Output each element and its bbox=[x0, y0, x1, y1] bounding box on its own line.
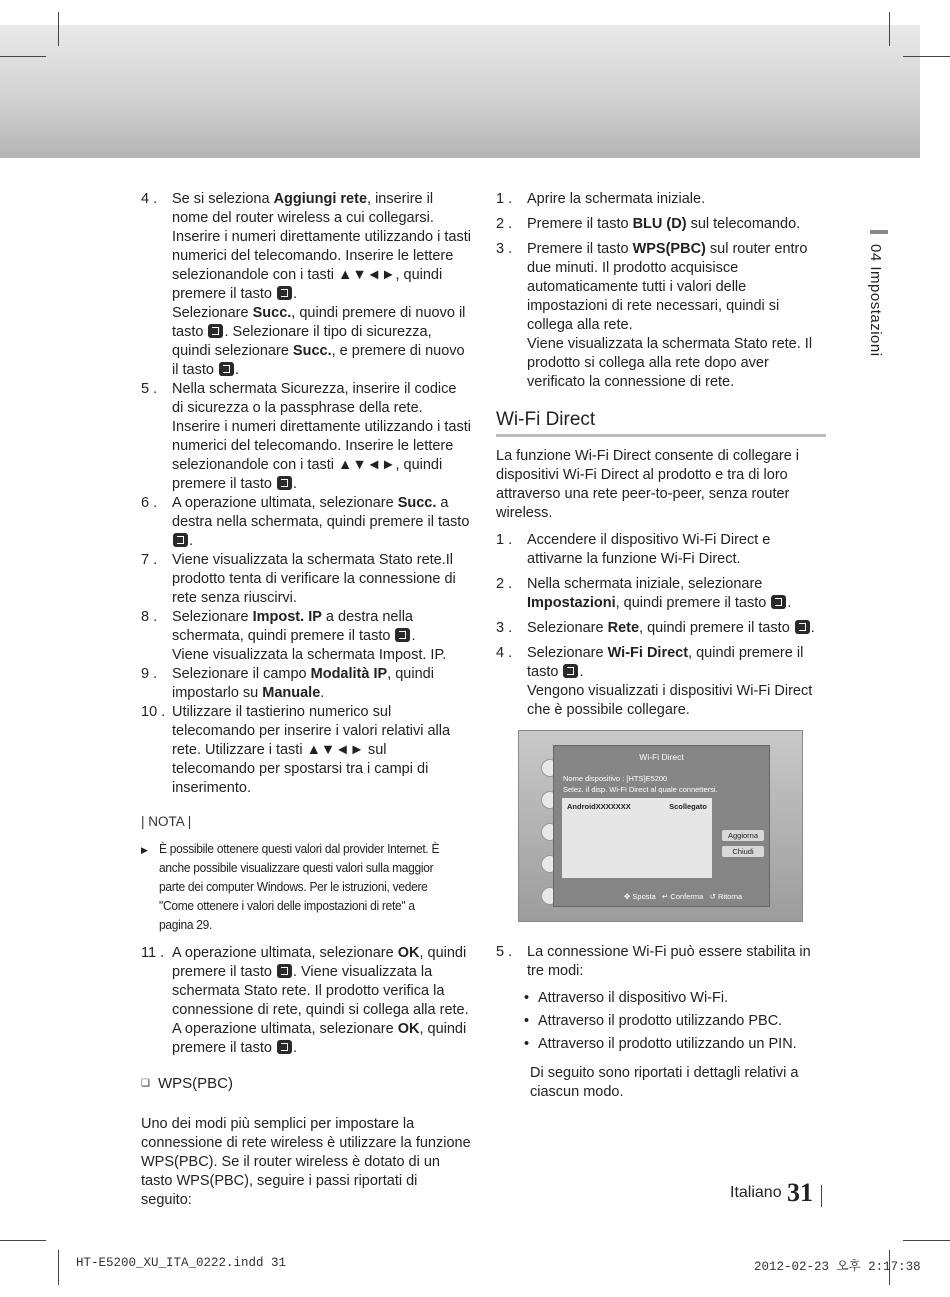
step-number: 2 . bbox=[496, 216, 513, 232]
crop-mark bbox=[889, 12, 890, 46]
device-name: AndroidXXXXXXX bbox=[567, 802, 631, 811]
wps-step-2 bbox=[496, 215, 826, 234]
device-status: Scollegato bbox=[669, 802, 707, 811]
right-column-lower bbox=[496, 943, 826, 1102]
footer-language: Italiano bbox=[730, 1184, 782, 1201]
wd-step-1 bbox=[496, 531, 826, 569]
step-4 bbox=[141, 190, 471, 380]
step-text: Viene visualizzata la schermata Stato rete.Il prodotto tenta di verificare la connessione di rete senza riuscirvi. bbox=[172, 552, 456, 606]
wifi-direct-screenshot bbox=[518, 730, 803, 922]
enter-key-icon bbox=[771, 595, 786, 609]
chapter-tab-label: 04 Impostazioni bbox=[867, 244, 884, 357]
crop-mark bbox=[0, 56, 46, 57]
list-item: • Attraverso il dispositivo Wi-Fi. bbox=[524, 990, 729, 1006]
step-text: Premere il tasto WPS(PBC) sul router entro due minuti. Il prodotto acquisisce automaticamente tutti i valori delle impostazioni di rete necessari, quindi si collega alla rete. bbox=[527, 241, 808, 333]
step-text: Selezionare Rete, quindi premere il tasto . bbox=[527, 620, 815, 636]
wps-step-1 bbox=[496, 190, 826, 209]
wd-step-3 bbox=[496, 619, 826, 638]
hint-back: Ritorna bbox=[718, 892, 743, 901]
page-number: 31 bbox=[787, 1178, 813, 1207]
step-text: Utilizzare il tastierino numerico sul telecomando per inserire i valori relativi alla rete. Utilizzare i tasti ▲▼◄► sul telecomando per spostarsi tra i campi di inserimento. bbox=[172, 704, 451, 796]
step-number: 11 . bbox=[141, 945, 165, 961]
note bbox=[141, 839, 471, 934]
step-text: A operazione ultimata, selezionare OK, quindi premere il tasto . Viene visualizzata la schermata Stato rete. Il prodotto verifica la connessione di rete, quindi si collega alla rete. A operazione ultimata, selezionare OK, quindi premere il tasto . bbox=[172, 945, 469, 1056]
step-9 bbox=[141, 665, 471, 703]
back-icon: ↺ bbox=[709, 892, 716, 901]
device-row[interactable] bbox=[562, 798, 712, 811]
chapter-tab-bar bbox=[870, 230, 888, 234]
enter-key-icon bbox=[277, 964, 292, 978]
step-text: La connessione Wi-Fi può essere stabilita in tre modi: bbox=[527, 944, 811, 979]
step-number: 5 . bbox=[496, 944, 513, 960]
enter-key-icon bbox=[219, 362, 234, 376]
step-text: Accendere il dispositivo Wi-Fi Direct e attivarne la funzione Wi-Fi Direct. bbox=[527, 532, 771, 567]
note-text: È possibile ottenere questi valori dal provider Internet. È anche possibile visualizzare questi valori sulla maggior parte dei computer Windows. Per le istruzioni, vedere "Come ottenere i valori delle impostazioni di rete" a pagina 29. bbox=[159, 841, 440, 932]
step-number: 10 . bbox=[141, 704, 166, 720]
dialog-instruction: Selez. il disp. Wi-Fi Direct al quale connettersi. bbox=[563, 785, 718, 794]
closing-text: Di seguito sono riportati i dettagli relativi a ciascun modo. bbox=[530, 1065, 799, 1100]
wd-step-4 bbox=[496, 644, 826, 720]
chapter-tab bbox=[866, 230, 890, 380]
wps-heading bbox=[141, 1074, 471, 1093]
slug-date: 2012-02-23 오후 2:17:38 bbox=[754, 1260, 921, 1274]
enter-key-icon bbox=[563, 664, 578, 678]
crop-mark bbox=[903, 1240, 950, 1241]
crop-mark bbox=[0, 1240, 46, 1241]
crop-mark bbox=[58, 1250, 59, 1285]
step-number: 9 . bbox=[141, 666, 158, 682]
checkbox-icon: ❏ bbox=[141, 1078, 150, 1089]
wd-step-2 bbox=[496, 575, 826, 613]
step-7 bbox=[141, 551, 471, 608]
step-11 bbox=[141, 944, 471, 1058]
enter-key-icon bbox=[277, 286, 292, 300]
step-text: Viene visualizzata la schermata Impost. IP. bbox=[172, 647, 447, 663]
wd-step-5 bbox=[496, 943, 826, 981]
note-label: | NOTA | bbox=[141, 814, 192, 829]
step-text: Selezionare Impost. IP a destra nella schermata, quindi premere il tasto . bbox=[172, 609, 416, 644]
step-text: Viene visualizzata la schermata Stato rete. Il prodotto si collega alla rete dopo aver verificato la connessione di rete. bbox=[527, 336, 813, 390]
enter-key-icon bbox=[395, 628, 410, 642]
step-text: Selezionare Wi-Fi Direct, quindi premere il tasto . bbox=[527, 645, 804, 680]
step-text: A operazione ultimata, selezionare Succ. a destra nella schermata, quindi premere il tasto . bbox=[172, 495, 470, 549]
step-text: Se si seleziona Aggiungi rete, inserire il nome del router wireless a cui collegarsi. Inserire i numeri direttamente utilizzando i tasti numerici del telecomando. Inserire le lettere selezionandole con i tasti ▲▼◄►, quindi premere il tasto . bbox=[172, 191, 471, 302]
list-item: • Attraverso il prodotto utilizzando PBC. bbox=[524, 1013, 783, 1029]
enter-key-icon bbox=[277, 476, 292, 490]
step-number: 4 . bbox=[496, 645, 513, 661]
step-number: 3 . bbox=[496, 620, 513, 636]
wifi-direct-intro: La funzione Wi-Fi Direct consente di collegare i dispositivi Wi-Fi Direct al prodotto e tra di loro attraverso una rete peer-to-peer, senza router wireless. bbox=[496, 448, 800, 521]
triangle-bullet-icon: ▶ bbox=[141, 845, 148, 855]
step-number: 1 . bbox=[496, 191, 513, 207]
step-5 bbox=[141, 380, 471, 494]
step-text: Selezionare il campo Modalità IP, quindi impostarlo su Manuale. bbox=[172, 666, 434, 701]
enter-key-icon bbox=[795, 620, 810, 634]
step-number: 1 . bbox=[496, 532, 513, 548]
device-list bbox=[562, 798, 712, 878]
wps-intro: Uno dei modi più semplici per impostare la connessione di rete wireless è utilizzare la funzione WPS(PBC). Se il router wireless è dotato di un tasto WPS(PBC), seguire i passi riportati di seguito: bbox=[141, 1116, 471, 1208]
step-text: Vengono visualizzati i dispositivi Wi-Fi Direct che è possibile collegare. bbox=[527, 683, 813, 718]
step-number: 4 . bbox=[141, 191, 158, 207]
step-10 bbox=[141, 703, 471, 798]
step-text: Nella schermata Sicurezza, inserire il codice di sicurezza o la passphrase della rete. Inserire i numeri direttamente utilizzando i tasti numerici del telecomando. Inserire le lettere selezionandole con i tasti ▲▼◄►, quindi premere il tasto . bbox=[172, 381, 471, 492]
step-text: Nella schermata iniziale, selezionare Impostazioni, quindi premere il tasto . bbox=[527, 576, 792, 611]
connection-modes-list bbox=[496, 989, 826, 1054]
wps-heading-text: WPS(PBC) bbox=[157, 1075, 233, 1092]
dialog-device-name: Nome dispositivo : [HTS]E5200 bbox=[563, 774, 668, 783]
hint-move: Sposta bbox=[632, 892, 656, 901]
wps-step-3 bbox=[496, 240, 826, 392]
wifi-direct-title: Wi-Fi Direct bbox=[496, 410, 826, 437]
enter-key-icon bbox=[208, 324, 223, 338]
refresh-button[interactable]: Aggiorna bbox=[722, 830, 764, 841]
header-band bbox=[0, 25, 920, 158]
left-column bbox=[141, 190, 471, 1210]
confirm-icon: ↵ bbox=[662, 892, 669, 901]
page-separator bbox=[821, 1185, 822, 1207]
step-6 bbox=[141, 494, 471, 551]
enter-key-icon bbox=[277, 1040, 292, 1054]
close-button[interactable]: Chiudi bbox=[722, 846, 764, 857]
wifi-direct-dialog bbox=[553, 745, 770, 907]
slug-file: HT-E5200_XU_ITA_0222.indd 31 bbox=[76, 1256, 287, 1270]
step-text: Selezionare Succ., quindi premere di nuovo il tasto . Selezionare il tipo di sicurezza, quindi selezionare Succ., e premere di nuovo il tasto . bbox=[172, 305, 466, 378]
step-number: 7 . bbox=[141, 552, 158, 568]
hint-confirm: Conferma bbox=[670, 892, 704, 901]
step-number: 3 . bbox=[496, 241, 513, 257]
step-number: 8 . bbox=[141, 609, 158, 625]
step-number: 5 . bbox=[141, 381, 158, 397]
move-icon: ✥ bbox=[624, 892, 631, 901]
step-text: Premere il tasto BLU (D) sul telecomando. bbox=[527, 216, 801, 232]
dialog-hints bbox=[624, 892, 742, 901]
crop-mark bbox=[903, 56, 950, 57]
crop-mark bbox=[58, 12, 59, 46]
list-item: • Attraverso il prodotto utilizzando un PIN. bbox=[524, 1036, 797, 1052]
step-number: 2 . bbox=[496, 576, 513, 592]
step-number: 6 . bbox=[141, 495, 158, 511]
right-column bbox=[496, 190, 826, 720]
step-8 bbox=[141, 608, 471, 665]
step-text: Aprire la schermata iniziale. bbox=[527, 191, 706, 207]
enter-key-icon bbox=[173, 533, 188, 547]
dialog-title: Wi-Fi Direct bbox=[639, 752, 684, 762]
